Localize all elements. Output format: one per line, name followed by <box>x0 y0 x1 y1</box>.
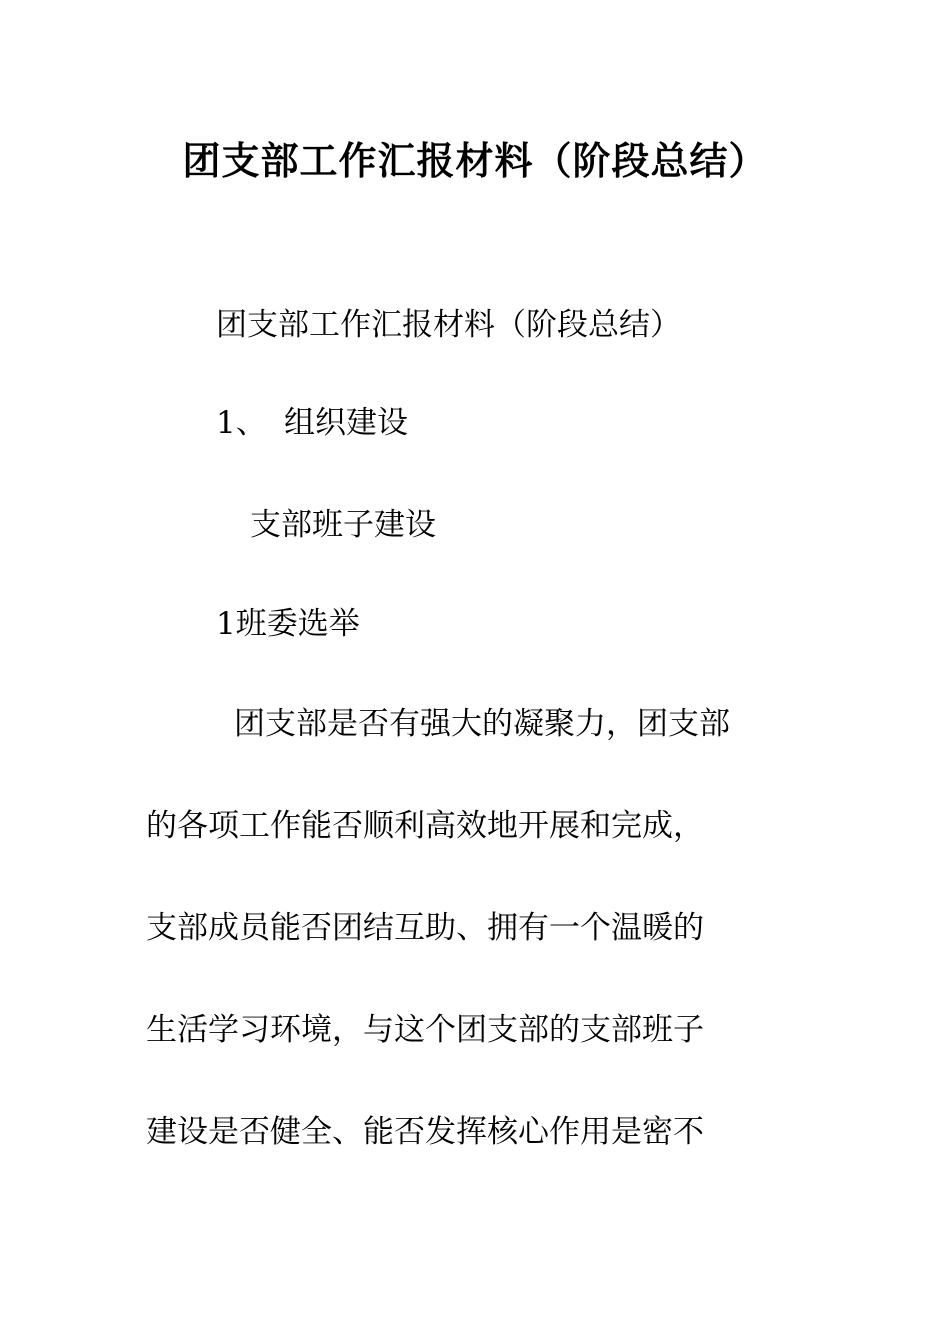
body-paragraph <box>146 704 806 1214</box>
section-number: 1、 <box>216 405 267 441</box>
subsection-heading: 支部班子建设 <box>250 507 436 543</box>
document-title: 团支部工作汇报材料（阶段总结） <box>182 138 768 183</box>
item-heading: 1班委选举 <box>216 606 360 642</box>
section-heading <box>216 403 408 443</box>
paragraph-line: 的各项工作能否顺利高效地开展和完成， <box>146 808 704 844</box>
document-subtitle: 团支部工作汇报材料（阶段总结） <box>216 307 681 343</box>
paragraph-line: 支部成员能否团结互助、拥有一个温暖的 <box>146 910 704 946</box>
paragraph-line: 生活学习环境，与这个团支部的支部班子 <box>146 1012 704 1048</box>
paragraph-line: 建设是否健全、能否发挥核心作用是密不 <box>146 1114 704 1150</box>
section-title: 组织建设 <box>284 405 408 441</box>
paragraph-line: 团支部是否有强大的凝聚力，团支部 <box>234 706 730 742</box>
